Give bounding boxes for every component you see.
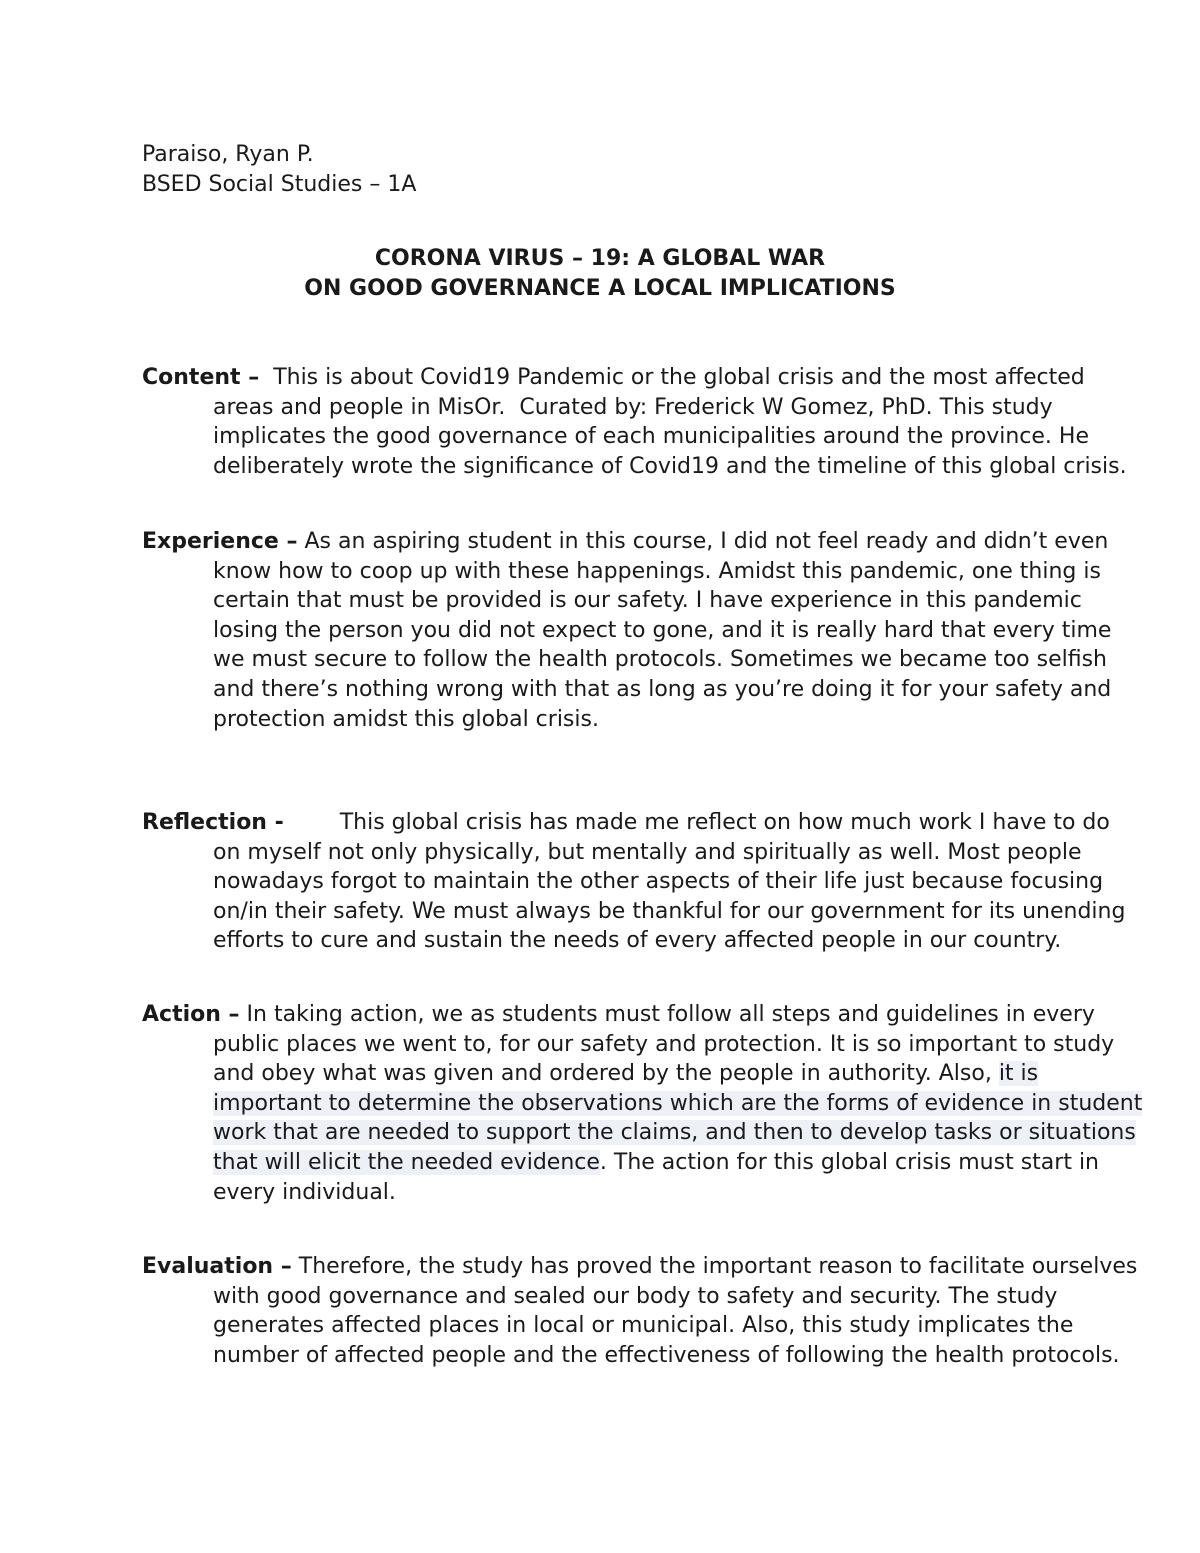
section-action-text: In taking action, we as students must follow all steps and guidelines in every public places we went to, for our safety and protection. It is so important to study and obey what was given and ordered by the people in authority. Also, (213, 1002, 1115, 1087)
course-line: BSED Social Studies – 1A (142, 172, 417, 197)
section-experience-label: Experience – (142, 529, 298, 554)
section-experience (142, 527, 1143, 734)
section-action-text-end: . The action for this global crisis must start in every individual. (213, 1149, 1099, 1205)
section-reflection-text: This global crisis has made me reflect on how much work I have to do on myself not only physically, but mentally and spiritually as well. Most people nowadays forgot to maintain the other aspects of their life just because focusing on/in their safety. We must always be thankful for our government for its unending efforts to cure and sustain the needs of every affected people in our country. (213, 810, 1126, 954)
section-reflection-label: Reflection - (142, 810, 284, 835)
title-line-1: CORONA VIRUS – 19: A GLOBAL WAR (374, 246, 826, 271)
section-content-text: This is about Covid19 Pandemic or the global crisis and the most affected areas and people in MisOr. Curated by: Frederick W Gomez, PhD. This study implicates the good governance of each municipalities around the province. He deliberately wrote the significance of Covid19 and the timeline of this global crisis. (213, 365, 1127, 479)
section-content (142, 363, 1143, 481)
section-action-highlighted-text: it is important to determine the observations which are the forms of evidence in student work that are needed to support the claims, and then to develop tasks or situations that will elicit the needed evidence (213, 1061, 1143, 1175)
section-evaluation-text: Therefore, the study has proved the important reason to facilitate ourselves with good governance and sealed our body to safety and security. The study generates affected places in local or municipal. Also, this study implicates the number of affected people and the effectiveness of following the health protocols. (213, 1254, 1138, 1368)
title-line-2: ON GOOD GOVERNANCE A LOCAL IMPLICATIONS (304, 276, 896, 301)
author-name: Paraiso, Ryan P. (142, 142, 314, 167)
section-action (142, 1000, 1143, 1207)
section-action-label: Action – (142, 1002, 240, 1027)
section-experience-text: As an aspiring student in this course, I did not feel ready and didn’t even know how to coop up with these happenings. Amidst this pandemic, one thing is certain that must be provided is our safety. I have experience in this pandemic losing the person you did not expect to gone, and it is really hard that every time we must secure to follow the health protocols. Sometimes we became too selfish and there’s nothing wrong with that as long as you’re doing it for your safety and protection amidst this global crisis. (213, 529, 1112, 732)
section-evaluation-label: Evaluation – (142, 1254, 292, 1279)
section-content-label: Content – (142, 365, 260, 390)
section-reflection (142, 808, 1143, 956)
section-evaluation (142, 1252, 1143, 1370)
